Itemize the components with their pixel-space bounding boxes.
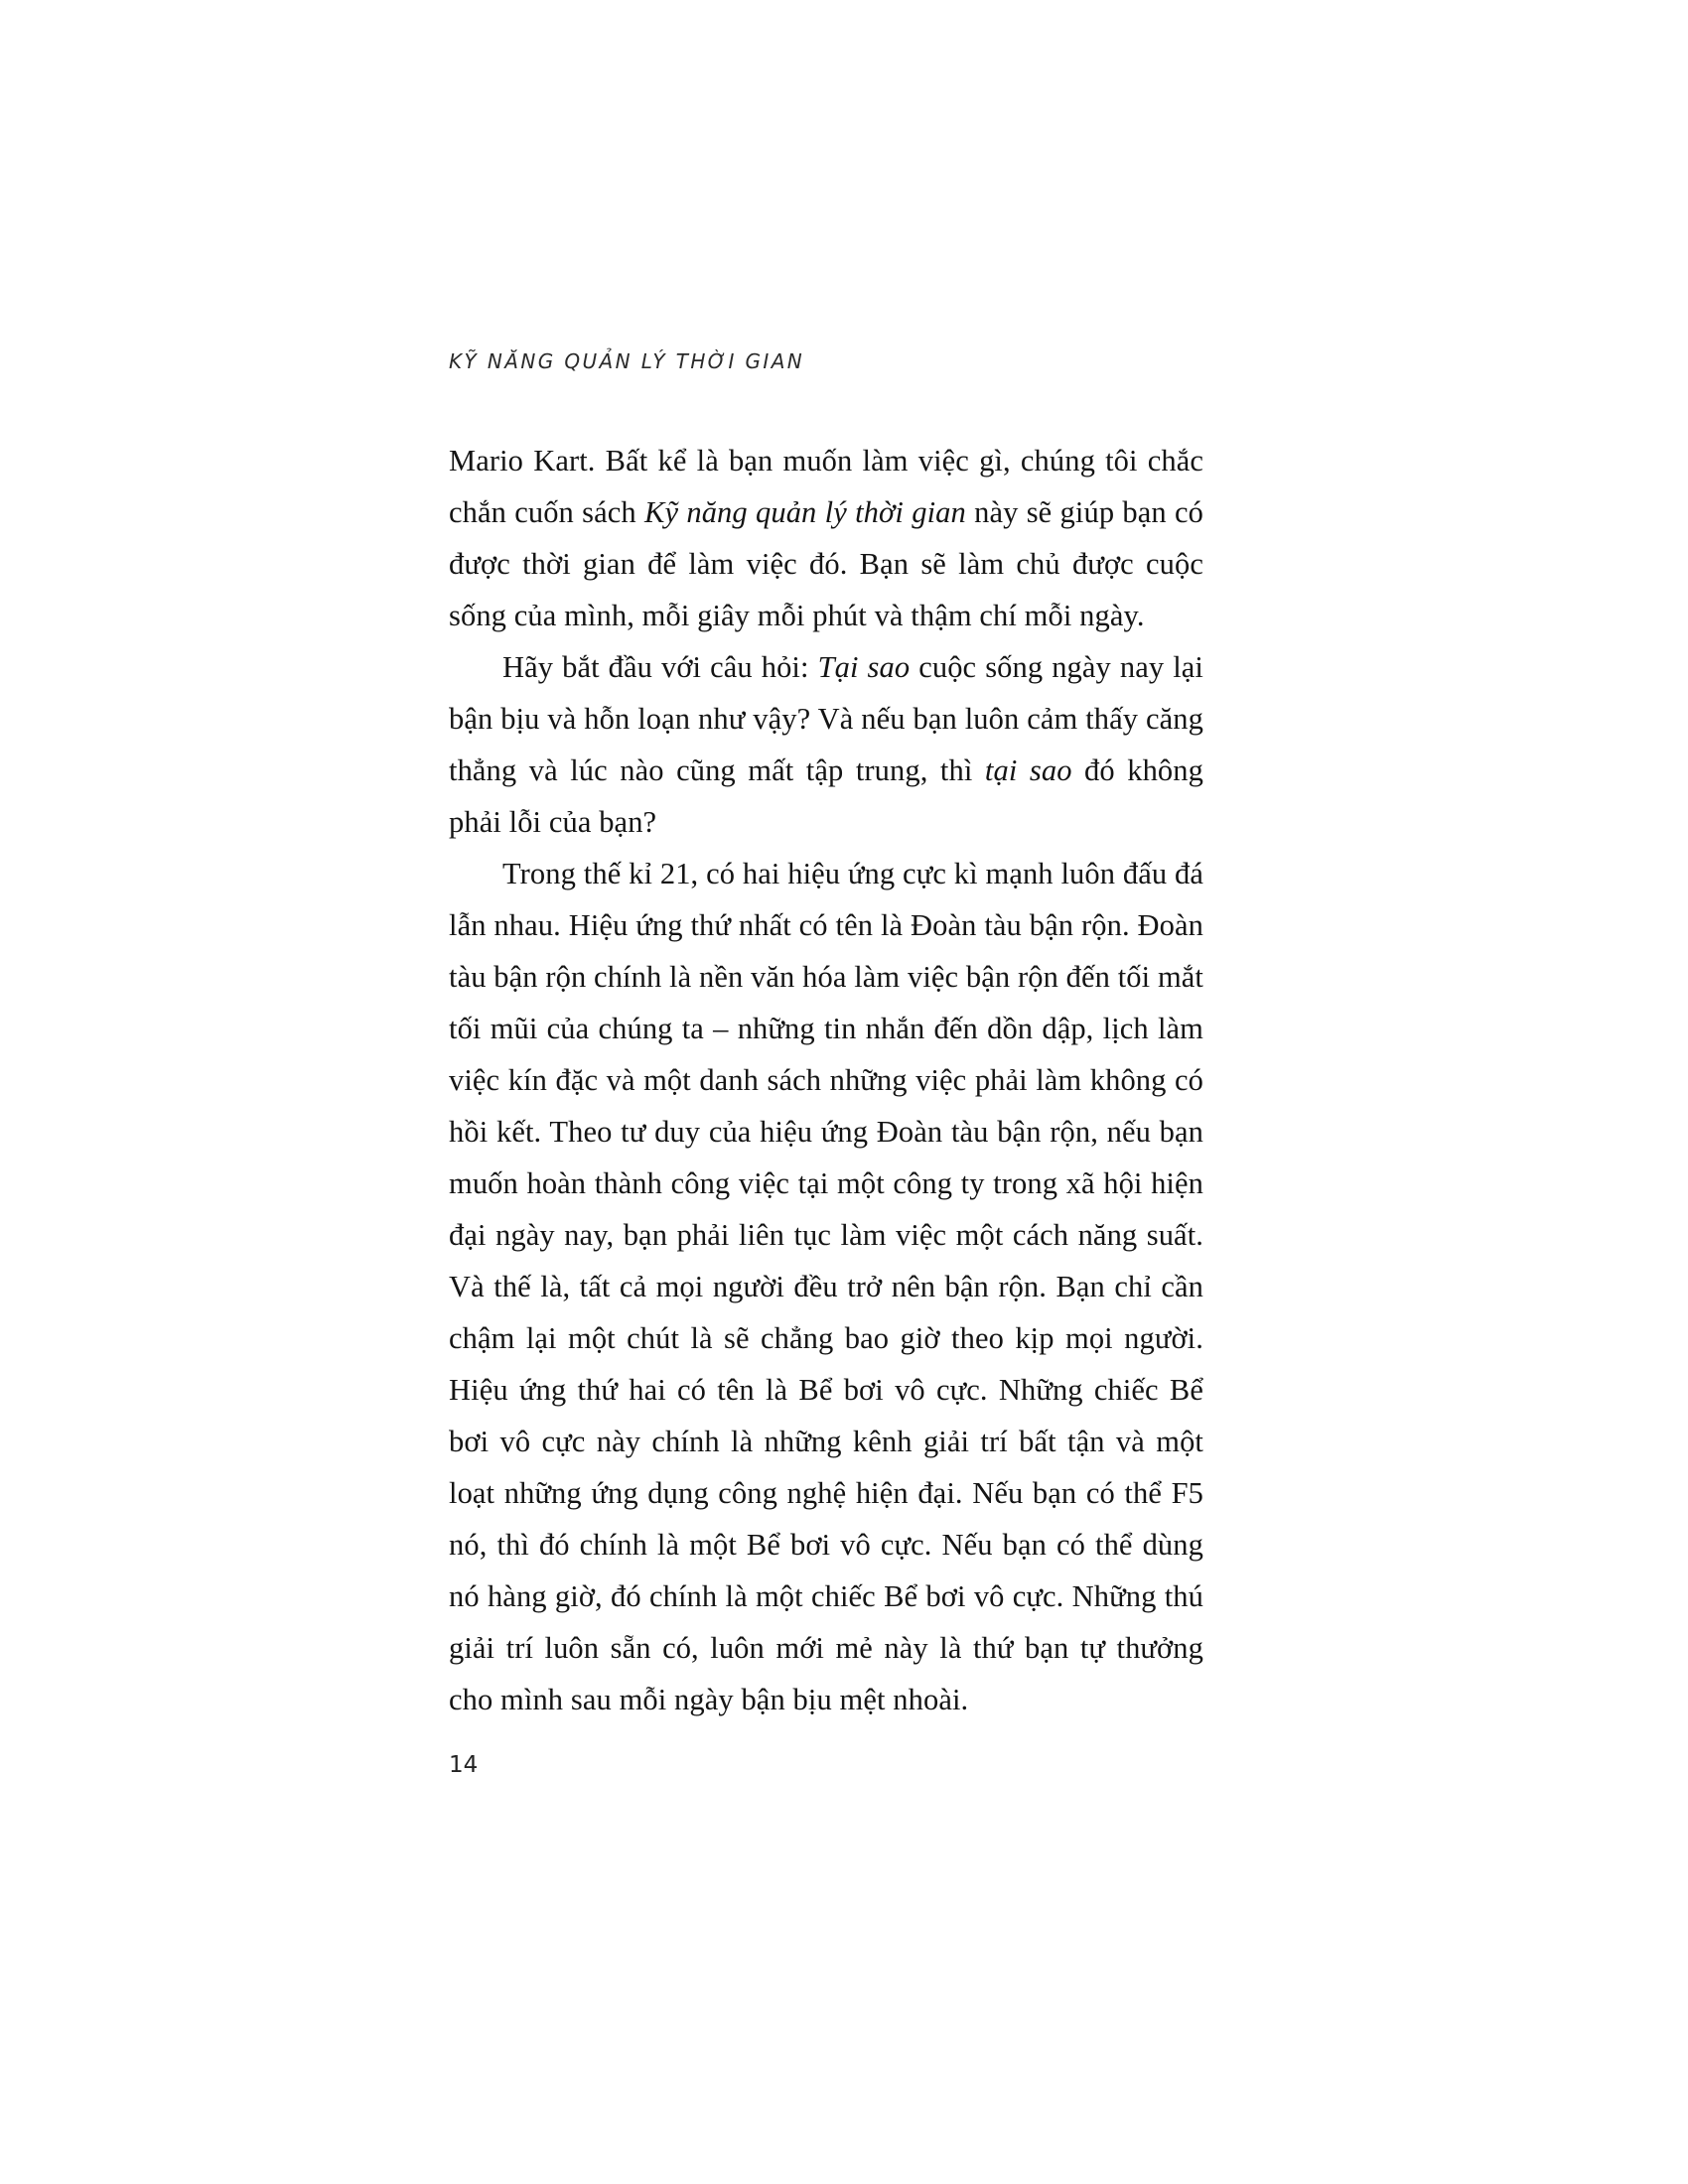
text-run: này sẽ giúp bạn có được thời gian để làm việc đó. Bạn sẽ làm chủ được cuộc sống của mình, mỗi giây mỗi phút và thậm chí mỗi ngày. xyxy=(449,495,1203,632)
text-run: đó không phải lỗi của bạn? xyxy=(449,753,1203,839)
page-number: 14 xyxy=(449,1752,479,1778)
emphasis-text: Tại sao xyxy=(817,650,911,684)
paragraph xyxy=(449,848,1203,1725)
paragraph xyxy=(449,435,1203,641)
page-content xyxy=(449,349,1203,1725)
paragraph xyxy=(449,641,1203,848)
text-run: Trong thế kỉ 21, có hai hiệu ứng cực kì mạnh luôn đấu đá lẫn nhau. Hiệu ứng thứ nhất có tên là Đoàn tàu bận rộn. Đoàn tàu bận rộn chính là nền văn hóa làm việc bận rộn đến tối mắt tối mũi của chúng ta – những tin nhắn đến dồn dập, lịch làm việc kín đặc và một danh sách những việc phải làm không có hồi kết. Theo tư duy của hiệu ứng Đoàn tàu bận rộn, nếu bạn muốn hoàn thành công việc tại một công ty trong xã hội hiện đại ngày nay, bạn phải liên tục làm việc một cách năng suất. Và thế là, tất cả mọi người đều trở nên bận rộn. Bạn chỉ cần chậm lại một chút là sẽ chẳng bao giờ theo kịp mọi người. Hiệu ứng thứ hai có tên là Bể bơi vô cực. Những chiếc Bể bơi vô cực này chính là những kênh giải trí bất tận và một loạt những ứng dụng công nghệ hiện đại. Nếu bạn có thể F5 nó, thì đó chính là một Bể bơi vô cực. Nếu bạn có thể dùng nó hàng giờ, đó chính là một chiếc Bể bơi vô cực. Những thú giải trí luôn sẵn có, luôn mới mẻ này là thứ bạn tự thưởng cho mình sau mỗi ngày bận bịu mệt nhoài. xyxy=(449,857,1203,1716)
emphasis-text: tại sao xyxy=(984,753,1072,787)
running-head: KỸ NĂNG QUẢN LÝ THỜI GIAN xyxy=(449,349,805,373)
emphasis-text: Kỹ năng quản lý thời gian xyxy=(644,495,966,529)
text-run: Hãy bắt đầu với câu hỏi: xyxy=(502,650,818,684)
text-run: Mario Kart. Bất kể là bạn muốn làm việc gì, chúng tôi chắc chắn cuốn sách xyxy=(449,444,1203,529)
text-run: cuộc sống ngày nay lại bận bịu và hỗn loạn như vậy? Và nếu bạn luôn cảm thấy căng thẳng và lúc nào cũng mất tập trung, thì xyxy=(449,650,1203,787)
body-text xyxy=(449,435,1203,1725)
